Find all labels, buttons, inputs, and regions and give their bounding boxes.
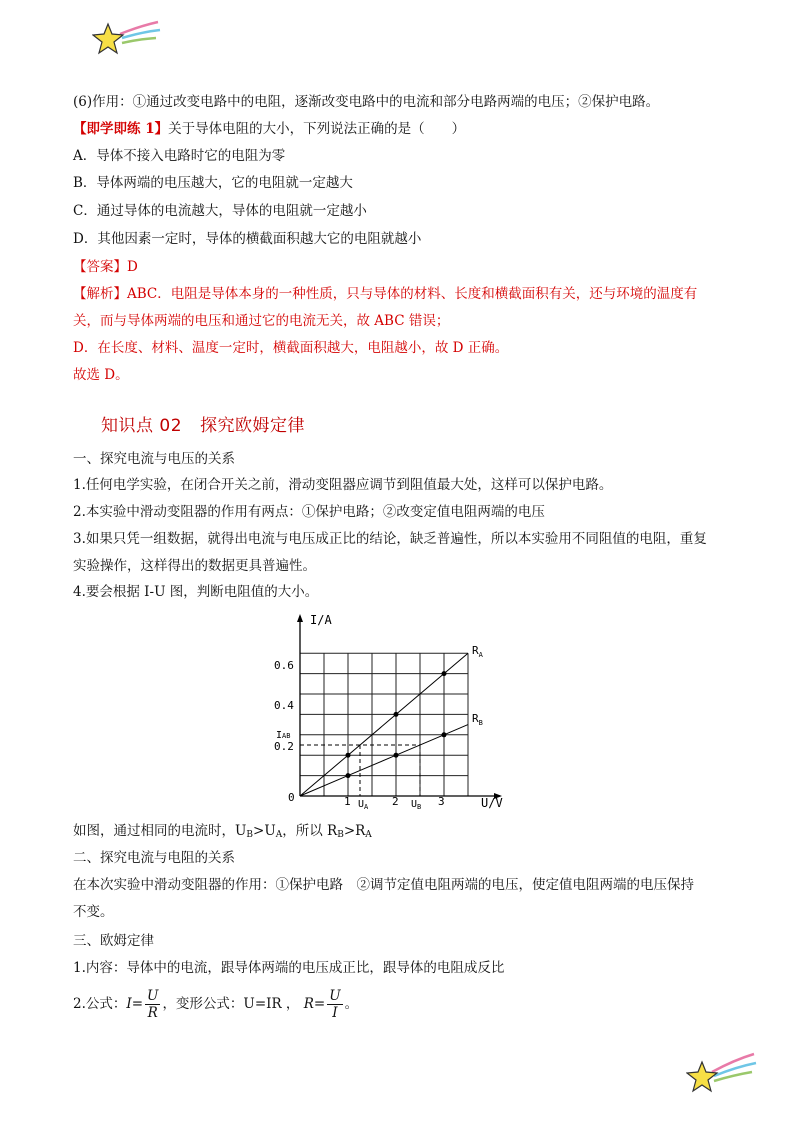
data-point-RA: [394, 712, 399, 717]
exercise-question: [73, 119, 465, 139]
knowledge-title: 探究欧姆定律: [200, 416, 306, 436]
part3-content: 1.内容：导体中的电流，跟导体两端的电压成正比，跟导体的电阻成反比: [73, 960, 505, 976]
iu-graph: [268, 610, 518, 815]
part2-text-2: 不变。: [73, 904, 114, 920]
ra-label: $R_A$: [472, 644, 483, 659]
option-a: A．导体不接入电路时它的电阻为零: [73, 148, 286, 164]
x-tick-1: 1: [344, 795, 351, 808]
data-point-RB: [442, 732, 447, 737]
knowledge-number: 知识点 02: [101, 416, 183, 436]
y-tick-0.4: 0.4: [274, 699, 294, 712]
part1-item-1: 1.任何电学实验，在闭合开关之前，滑动变阻器应调节到阻值最大处，这样可以保护电路。: [73, 477, 613, 493]
y-tick-0.2: 0.2: [274, 740, 294, 753]
graph-axes: [297, 614, 502, 799]
origin-label: 0: [288, 791, 295, 804]
knowledge-heading: [101, 411, 323, 436]
part1-title: 一、探究电流与电压的关系: [73, 451, 235, 467]
analysis-line-3: D．在长度、材料、温度一定时，横截面积越大，电阻越小，故 D 正确。: [73, 340, 509, 356]
data-point-RA: [442, 671, 447, 676]
part3-formula: 2.公式：I= $\frac{U}{R}$ ，变形公式：U=IR ， R= $\frac{U}{I}$ 。: [73, 988, 359, 1021]
analysis-line-1: 【解析】ABC．电阻是导体本身的一种性质，只与导体的材料、长度和横截面积有关，还与环境的温度有: [73, 286, 698, 302]
option-b: B．导体两端的电压越大，它的电阻就一定越大: [73, 175, 353, 191]
shooting-star-icon: [686, 1050, 758, 1096]
formula-fraction-2: $\frac{U}{I}$: [329, 988, 341, 1021]
data-point-RB: [394, 753, 399, 758]
x-tick-2: 2: [392, 795, 399, 808]
ua-label: $U_A$: [358, 799, 369, 811]
formula-fraction-1: $\frac{U}{R}$: [147, 988, 159, 1021]
x-tick-3: 3: [438, 795, 445, 808]
option-c: C．通过导体的电流越大，导体的电阻就一定越小: [73, 203, 367, 219]
part1-item-3b: 实验操作，这样得出的数据更具普遍性。: [73, 558, 316, 574]
y-axis-label: I/A: [310, 613, 332, 627]
graph-caption: 如图，通过相同的电流时，$U_B>U_A$，所以 $R_B>R_A$: [73, 823, 372, 840]
analysis-line-4: 故选 D。: [73, 367, 129, 383]
part2-text-1: 在本次实验中滑动变阻器的作用：①保护电路 ②调节定值电阻两端的电压，使定值电阻两端的电压保持: [73, 877, 694, 893]
part1-item-4: 4.要会根据 I-U 图，判断电阻值的大小。: [73, 584, 319, 600]
section-6-text: (6)作用：①通过改变电路中的电阻，逐渐改变电路中的电流和部分电路两端的电压；②保护电路。: [73, 94, 660, 110]
data-point-RA: [346, 753, 351, 758]
data-point-RB: [346, 773, 351, 778]
exercise-question-text: 关于导体电阻的大小，下列说法正确的是（ ）: [168, 121, 466, 137]
iab-label: IAB: [276, 730, 291, 741]
y-tick-0.6: 0.6: [274, 659, 294, 672]
answer: 【答案】D: [73, 259, 138, 275]
part3-title: 三、欧姆定律: [73, 933, 154, 949]
rb-label: $R_B$: [472, 712, 483, 727]
x-axis-label: U/V: [481, 796, 503, 810]
part1-item-3a: 3.如果只凭一组数据，就得出电流与电压成正比的结论，缺乏普遍性，所以本实验用不同阻值的电阻，重复: [73, 531, 707, 547]
exercise-tag: 【即学即练 1】: [73, 121, 169, 137]
shooting-star-icon: [92, 18, 164, 60]
part1-item-2: 2.本实验中滑动变阻器的作用有两点：①保护电路；②改变定值电阻两端的电压: [73, 504, 545, 520]
analysis-line-2: 关，而与导体两端的电压和通过它的电流无关，故 ABC 错误；: [73, 313, 450, 329]
option-d: D．其他因素一定时，导体的横截面积越大它的电阻就越小: [73, 231, 422, 247]
ub-label: $U_B$: [411, 799, 422, 811]
y-axis-arrow: [297, 614, 303, 622]
part2-title: 二、探究电流与电阻的关系: [73, 850, 235, 866]
